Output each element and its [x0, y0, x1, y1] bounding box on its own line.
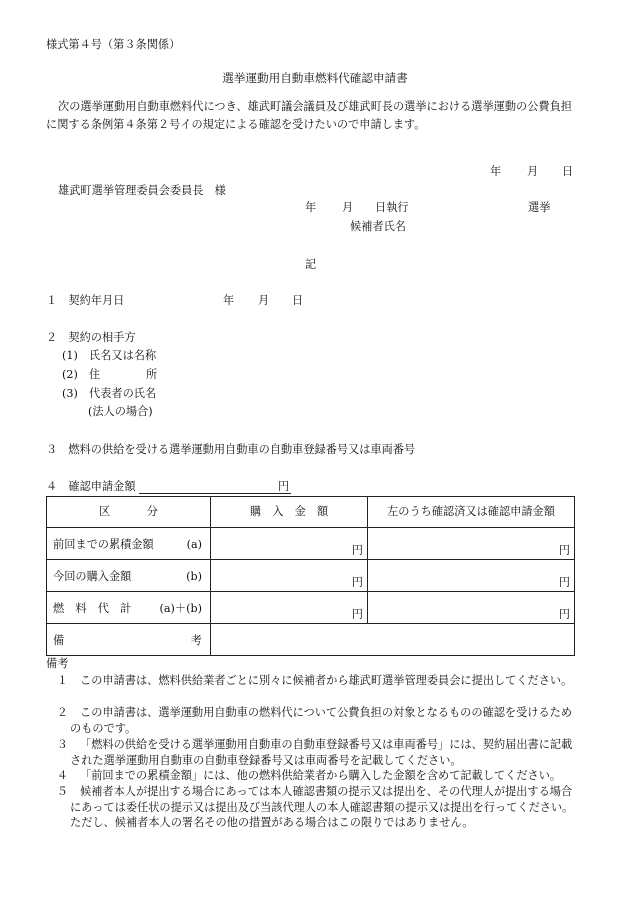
item1-label: １ 契約年月日 [46, 294, 125, 307]
purchase-amount-cell[interactable]: 円 [211, 592, 368, 624]
item2-label: ２ 契約の相手方 [46, 331, 136, 344]
election-label: 選挙 [528, 201, 551, 214]
date-month: 月 [527, 165, 539, 178]
table-row [47, 560, 575, 592]
row-label: 前回までの累積金額 [53, 538, 154, 551]
remarks-label-a: 備 [53, 634, 65, 647]
item4-unit: 円 [278, 480, 290, 493]
header-category-b: 分 [146, 505, 158, 519]
table-row [47, 592, 575, 624]
election-month: 月 [342, 201, 354, 214]
ki-heading: 記 [305, 258, 317, 271]
row-label: 今回の購入金額 [53, 570, 132, 583]
header-category-a: 区 [99, 505, 111, 519]
note-5: ５ 候補者本人が提出する場合にあっては本人確認書類の提示又は提出を、その代理人が提出する場合にあっては委任状の提示又は提出及び当該代理人の本人確認書類の提示又は提出を行ってください。ただし、候補者本人の署名その他の措置がある場合はこの限りではありません。 [56, 785, 574, 829]
item2-sub3: (3) 代表者の氏名 [62, 387, 157, 400]
notes-heading: 備考 [46, 657, 69, 670]
addressee: 雄武町選挙管理委員会委員長 様 [58, 184, 226, 197]
item2-sub1: (1) 氏名又は名称 [62, 349, 157, 362]
purchase-amount-cell[interactable]: 円 [211, 528, 368, 560]
item4-underline [139, 493, 291, 494]
confirmed-amount-cell[interactable]: 円 [368, 560, 575, 592]
table-row [47, 528, 575, 560]
item1-year: 年 [223, 294, 235, 307]
item2-sub2-end: 所 [146, 368, 158, 381]
item2-sub2: (2) 住 [62, 368, 101, 381]
note-1: １ この申請書は、燃料供給業者ごとに別々に候補者から雄武町選挙管理委員会に提出してください。 [56, 674, 573, 687]
date-day: 日 [562, 165, 574, 178]
row-mark: (a) [186, 538, 202, 551]
remarks-cell[interactable] [211, 624, 575, 656]
remarks-row [47, 624, 575, 656]
header-purchase: 購 入 金 額 [211, 497, 368, 528]
election-year: 年 [305, 201, 317, 214]
page-title: 選挙運動用自動車燃料代確認申請書 [222, 71, 408, 85]
item1-day: 日 [292, 294, 304, 307]
form-number: 様式第４号（第３条関係） [46, 38, 181, 51]
remarks-label-b: 考 [190, 634, 202, 647]
fuel-cost-table [46, 496, 575, 656]
table-header-row [47, 497, 575, 528]
confirmed-amount-cell[interactable]: 円 [368, 592, 575, 624]
election-day-exec: 日執行 [375, 201, 409, 214]
date-year: 年 [490, 165, 502, 178]
item3-label: ３ 燃料の供給を受ける選挙運動用自動車の自動車登録番号又は車両番号 [46, 443, 416, 456]
candidate-name-label: 候補者氏名 [350, 220, 406, 233]
row-mark: (a)＋(b) [159, 602, 202, 615]
confirmed-amount-cell[interactable]: 円 [368, 528, 575, 560]
purchase-amount-cell[interactable]: 円 [211, 560, 368, 592]
item1-month: 月 [258, 294, 270, 307]
note-4: ４ 「前回までの累積金額」には、他の燃料供給業者から購入した金額を含めて記載してください。 [56, 769, 562, 782]
note-2: ２ この申請書は、選挙運動用自動車の燃料代について公費負担の対象となるものの確認を受けるためのものです。 [56, 706, 573, 735]
row-mark: (b) [186, 570, 202, 583]
header-confirmed: 左のうち確認済又は確認申請金額 [368, 497, 575, 528]
item2-sub3-note: (法人の場合) [88, 405, 153, 418]
note-3: ３ 「燃料の供給を受ける選挙運動用自動車の自動車登録番号又は車両番号」には、契約届出書に記載された選挙運動用自動車の自動車登録番号又は車両番号を記載してください。 [56, 738, 573, 767]
item4-label: ４ 確認申請金額 [46, 480, 136, 493]
header-category [47, 497, 211, 528]
intro-paragraph: 次の選挙運動用自動車燃料代につき、雄武町議会議員及び雄武町長の選挙における選挙運動の公費負担に関する条例第４条第２号イの規定による確認を受けたいので申請します。 [46, 100, 572, 131]
row-label: 燃 料 代 計 [53, 602, 132, 615]
